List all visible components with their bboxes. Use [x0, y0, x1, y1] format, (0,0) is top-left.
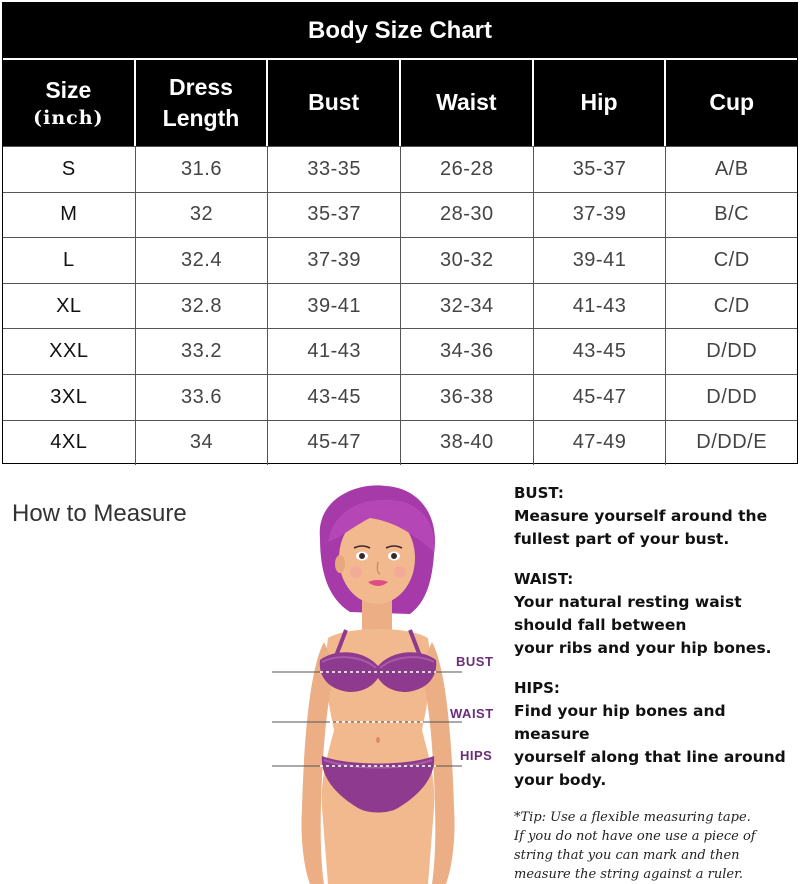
table-cell-hip: 35-37 — [534, 147, 667, 192]
table-cell-bust: 35-37 — [268, 193, 401, 238]
tip-line: *Tip: Use a flexible measuring tape. — [514, 810, 751, 825]
instruction-line: your body. — [514, 771, 607, 789]
table-cell-hip: 47-49 — [534, 421, 667, 466]
table-cell-cup: A/B — [714, 157, 749, 180]
tip-line: If you do not have one use a piece of — [514, 829, 756, 844]
table-cell-cup: D/DD — [706, 340, 758, 363]
table-cell-waist: 36-38 — [401, 375, 534, 420]
table-cell-hip: 43-45 — [534, 329, 667, 374]
table-row — [3, 192, 797, 238]
header-size — [3, 60, 136, 146]
table-cell-bust: 43-45 — [268, 375, 401, 420]
tip-line: string that you can mark and then — [514, 848, 740, 863]
hips-instruction — [514, 679, 798, 792]
header-dress-line2: Length — [162, 105, 240, 131]
table-cell-dress-length: 34 — [136, 421, 269, 466]
waist-instruction — [514, 570, 798, 660]
table-cell-dress-length: 32.8 — [136, 284, 269, 329]
table-cell-waist: 26-28 — [401, 147, 534, 192]
header-size-unit: (inch) — [33, 106, 104, 129]
waist-instruction-heading: WAIST: — [514, 570, 574, 588]
hips-instruction-heading: HIPS: — [514, 679, 560, 697]
instruction-line: fullest part of your bust. — [514, 530, 730, 548]
table-row — [3, 374, 797, 420]
table-cell-size: S — [3, 147, 136, 192]
instruction-line: should fall between — [514, 616, 687, 634]
header-cup — [666, 60, 797, 146]
instruction-line: Measure yourself around the — [514, 507, 768, 525]
table-cell-dress-length: 32.4 — [136, 238, 269, 283]
measure-instructions — [514, 484, 798, 811]
bust-instruction — [514, 484, 798, 551]
table-cell-waist: 32-34 — [401, 284, 534, 329]
waist-guide-label: WAIST — [450, 706, 494, 721]
instruction-line: your ribs and your hip bones. — [514, 639, 772, 657]
table-cell-bust: 33-35 — [268, 147, 401, 192]
table-row — [3, 146, 797, 192]
table-header-row — [3, 58, 797, 146]
table-cell-size: XL — [3, 284, 136, 329]
table-cell-size: L — [3, 238, 136, 283]
header-bust-label: Bust — [308, 89, 360, 116]
table-cell-bust: 41-43 — [268, 329, 401, 374]
instruction-line: Your natural resting waist — [514, 593, 742, 611]
table-cell-bust: 39-41 — [268, 284, 401, 329]
table-row — [3, 328, 797, 374]
header-cup-label: Cup — [709, 89, 755, 116]
header-size-label: Size — [45, 76, 92, 103]
header-dress-length — [136, 60, 269, 146]
table-body — [3, 146, 797, 465]
bust-guide-label: BUST — [456, 654, 494, 669]
table-cell-hip: 41-43 — [534, 284, 667, 329]
table-cell-dress-length: 31.6 — [136, 147, 269, 192]
table-cell-waist: 38-40 — [401, 421, 534, 466]
table-cell-hip: 39-41 — [534, 238, 667, 283]
header-bust — [268, 60, 401, 146]
header-hip — [534, 60, 667, 146]
table-cell-bust: 37-39 — [268, 238, 401, 283]
how-to-measure-title: How to Measure — [12, 500, 187, 527]
size-chart-table — [2, 2, 798, 464]
table-title: Body Size Chart — [3, 3, 797, 58]
table-cell-waist: 30-32 — [401, 238, 534, 283]
table-cell-cup: B/C — [714, 203, 750, 226]
table-cell-hip: 37-39 — [534, 193, 667, 238]
table-cell-dress-length: 32 — [136, 193, 269, 238]
table-cell-size: 3XL — [3, 375, 136, 420]
header-waist — [401, 60, 534, 146]
tip-line: measure the string against a ruler. — [514, 867, 743, 882]
bust-instruction-heading: BUST: — [514, 484, 564, 502]
table-cell-cup: C/D — [713, 294, 750, 317]
hips-guide-label: HIPS — [460, 748, 493, 763]
table-row — [3, 237, 797, 283]
table-cell-size: 4XL — [3, 421, 136, 466]
table-row — [3, 420, 797, 466]
header-hip-label: Hip — [580, 89, 618, 116]
table-cell-dress-length: 33.6 — [136, 375, 269, 420]
header-dress-line1: Dress — [169, 73, 233, 100]
instruction-line: Find your hip bones and measure — [514, 702, 726, 743]
table-cell-waist: 34-36 — [401, 329, 534, 374]
header-waist-label: Waist — [436, 89, 497, 116]
woman-figure-icon — [258, 478, 508, 884]
table-cell-dress-length: 33.2 — [136, 329, 269, 374]
table-cell-bust: 45-47 — [268, 421, 401, 466]
table-cell-cup: D/DD/E — [696, 431, 768, 454]
measuring-tip — [514, 808, 798, 884]
body-measurement-illustration — [258, 478, 508, 884]
table-cell-size: M — [3, 193, 136, 238]
table-cell-waist: 28-30 — [401, 193, 534, 238]
table-row — [3, 283, 797, 329]
table-cell-cup: D/DD — [706, 385, 758, 408]
table-cell-cup: C/D — [713, 248, 750, 271]
instruction-line: yourself along that line around — [514, 748, 786, 766]
table-cell-hip: 45-47 — [534, 375, 667, 420]
table-cell-size: XXL — [3, 329, 136, 374]
